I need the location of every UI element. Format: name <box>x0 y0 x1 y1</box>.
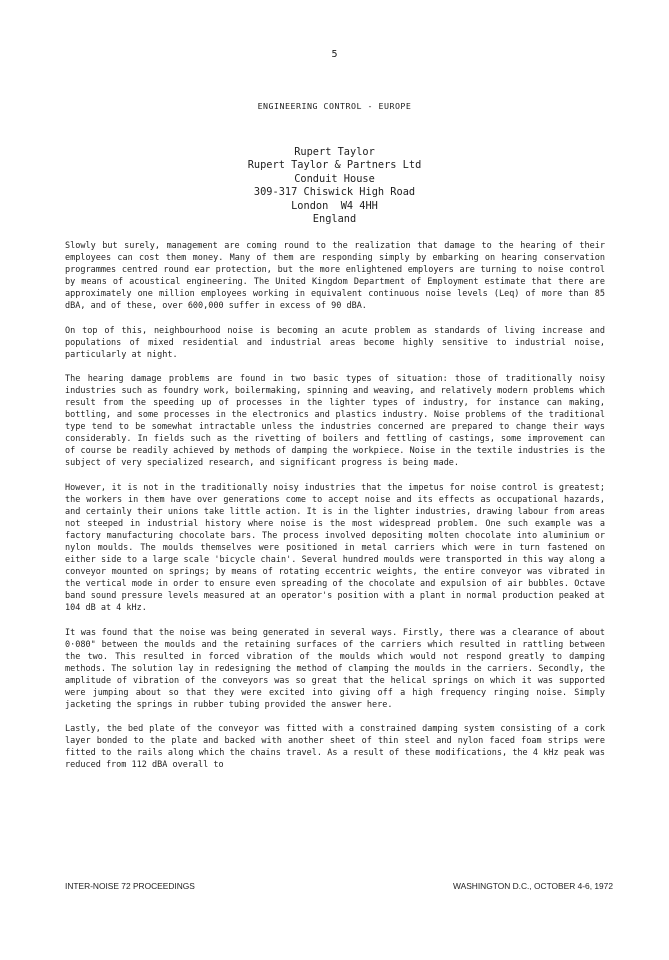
author-company: Rupert Taylor & Partners Ltd <box>247 159 422 172</box>
author-building: Conduit House <box>294 172 375 185</box>
page-number: 5 <box>331 49 338 60</box>
paragraph: However, it is not in the traditionally noisy industries that the impetus for noise control is greatest; the workers in them have over generations come to accept noise and its effects as occupational hazards, and certainly their unions take little action. It is in the lighter industries, drawing labour from areas not steeped in industrial history where noise is the most widespread problem. One such example was a factory manufacturing chocolate bars. The process involved depositing molten chocolate into aluminium or nylon moulds. The moulds themselves were positioned in metal carriers which were in turn fastened on either side to a large scale 'bicycle chain'. Several hundred moulds were transported in this way along a conveyor mounted on springs; by means of rotating eccentric weights, the entire conveyor was vibrated in the vertical mode in order to ensure even spreading of the chocolate and expulsion of air bubbles. Octave band sound pressure levels measured at an operator's position with a plant in normal production peaked at 104 dB at 4 kHz. <box>65 482 605 614</box>
footer-proceedings: INTER-NOISE 72 PROCEEDINGS <box>65 881 195 891</box>
author-street: 309-317 Chiswick High Road <box>253 186 416 199</box>
author-city: London W4 4HH <box>291 199 378 212</box>
paragraph: Slowly but surely, management are coming round to the realization that damage to the hearing of their employees can cost them money. Many of them are responding simply by embarking on hearing conservation programmes centred round ear protection, but the more enlightened employers are turning to noise control by means of acoustical engineering. The United Kingdom Department of Employment estimate that there are approximately one million employees working in equivalent continuous noise levels (Leq) of more than 85 dBA, and of these, over 600,000 suffer in excess of 90 dBA. <box>65 241 605 312</box>
paragraph: The hearing damage problems are found in two basic types of situation: those of traditionally noisy industries such as foundry work, boilermaking, spinning and weaving, and relatively modern problems which result from the speeding up of processes in the lighter types of industry, for instance can making, bottling, and some processes in the electronics and plastics industry. Noise problems of the traditional type tend to be somewhat intractable unless the industries concerned are prepared to change their ways considerably. In fields such as the rivetting of boilers and fettling of castings, some improvement can of course be readily achieved by methods of damping the workpiece. Noise in the textile industries is the subject of very specialized research, and significant progress is being made. <box>65 374 605 469</box>
section-heading: ENGINEERING CONTROL - EUROPE <box>257 101 412 111</box>
body-text <box>65 240 605 784</box>
footer-location-date: WASHINGTON D.C., OCTOBER 4-6, 1972 <box>453 881 613 891</box>
paragraph: Lastly, the bed plate of the conveyor was fitted with a constrained damping system consisting of a cork layer bonded to the plate and backed with another sheet of thin steel and nylon faced foam strips were fitted to the rails along which the chains travel. As a result of these modifications, the 4 kHz peak was reduced from 112 dBA overall to <box>65 724 605 771</box>
paragraph: It was found that the noise was being generated in several ways. Firstly, there was a clearance of about 0·080" between the moulds and the retaining surfaces of the carriers which resulted in rattling between the two. This resulted in forced vibration of the moulds which would not respond greatly to damping methods. The solution lay in redesigning the method of clamping the moulds in the carriers. Secondly, the amplitude of vibration of the conveyors was so great that the helical springs on which it was supported were jumping about so that they were excited into giving off a high frequency ringing noise. Simply jacketing the springs in rubber tubing provided the answer here. <box>65 627 605 710</box>
author-block <box>0 146 669 226</box>
paragraph: On top of this, neighbourhood noise is becoming an acute problem as standards of living increase and populations of mixed residential and industrial areas become highly sensitive to industrial noise, particularly at night. <box>65 325 605 360</box>
author-country: England <box>312 213 357 226</box>
author-name: Rupert Taylor <box>294 146 375 158</box>
